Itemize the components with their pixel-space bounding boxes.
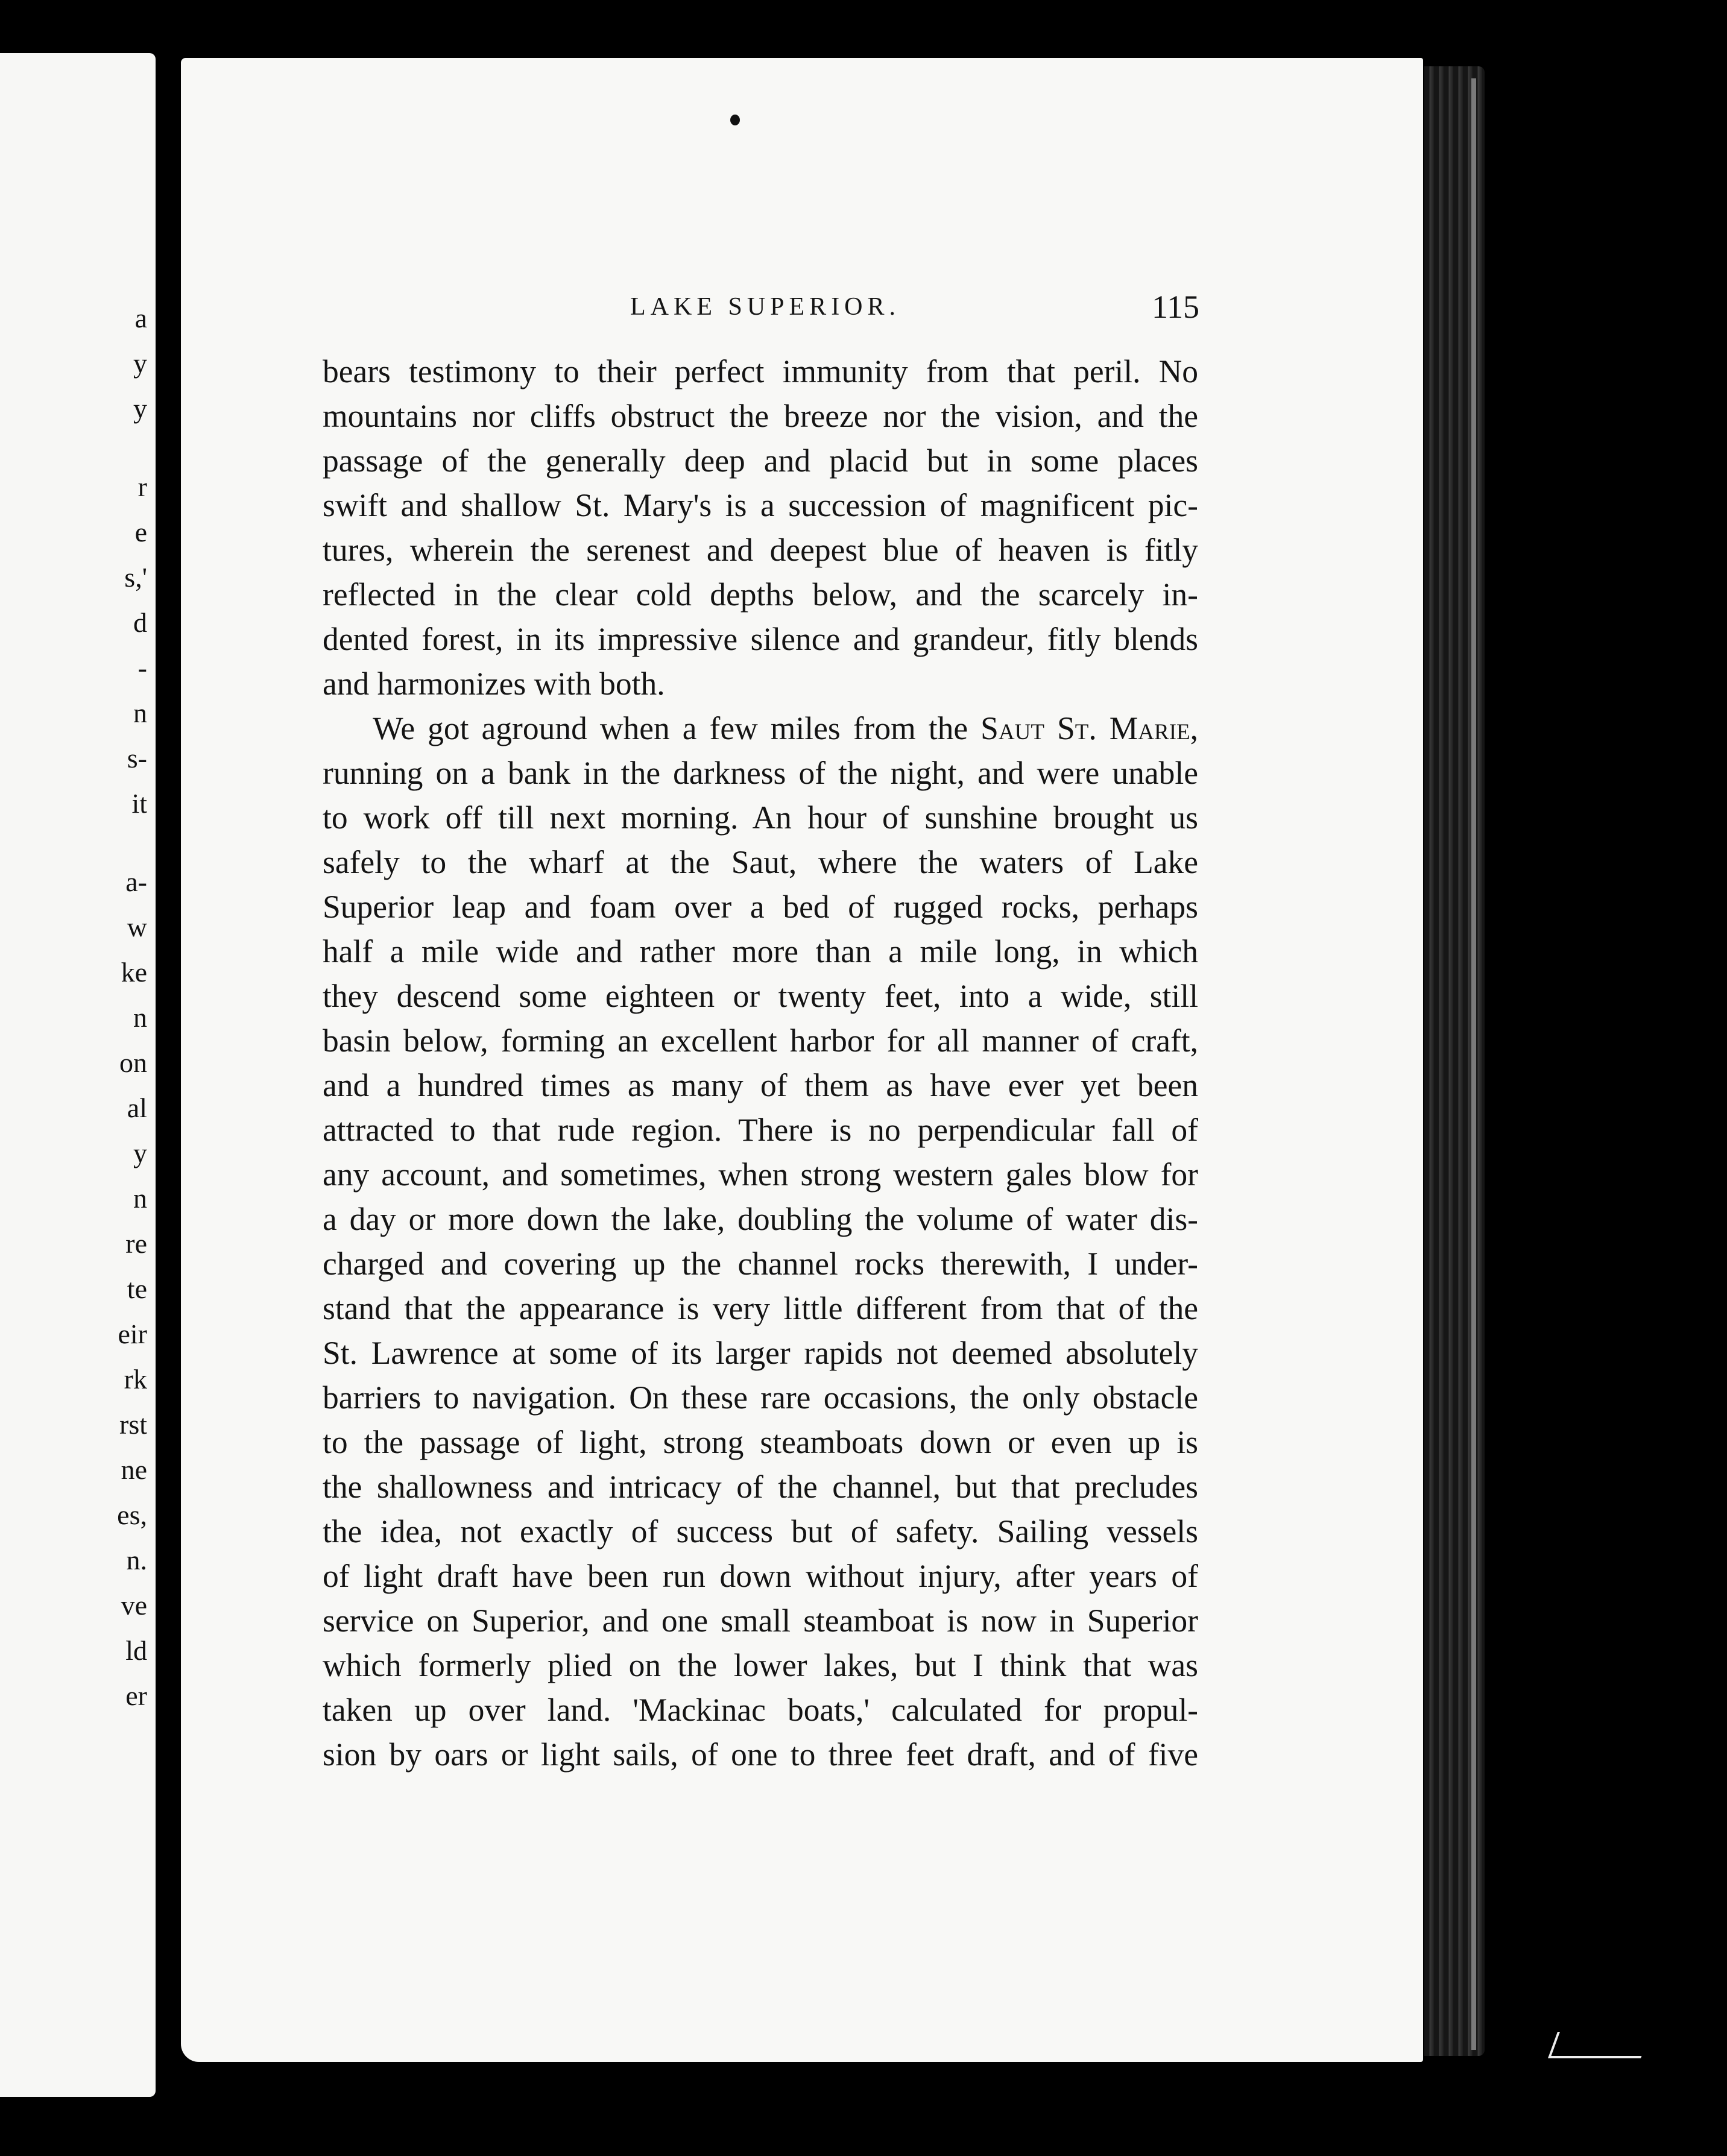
text-line: basin below, forming an excellent harbor for all manner of craft, — [323, 1023, 1198, 1059]
facing-page-fragment: it — [131, 788, 147, 819]
text-line-start: We got aground when a few miles from the — [323, 710, 981, 746]
facing-page-fragment: d — [133, 607, 147, 638]
text-line: they descend some eighteen or twenty feet, into a wide, still — [323, 978, 1198, 1014]
facing-page-fragment: - — [137, 652, 147, 683]
facing-page-sliver — [0, 53, 156, 2097]
page-corner-curl — [1548, 2032, 1650, 2058]
facing-page-fragment: n — [133, 1183, 147, 1214]
text-line: a day or more down the lake, doubling the volume of water dis- — [323, 1201, 1198, 1237]
text-line: charged and covering up the channel rocks therewith, I under- — [323, 1246, 1198, 1282]
text-line: taken up over land. 'Mackinac boats,' calculated for propul- — [323, 1692, 1198, 1728]
facing-page-fragment: eir — [118, 1319, 147, 1349]
text-line: the idea, not exactly of success but of safety. Sailing vessels — [323, 1513, 1198, 1549]
facing-page-fragment: es, — [117, 1499, 147, 1530]
text-line: reflected in the clear cold depths below, and the scarcely in- — [323, 576, 1198, 613]
text-line: sion by oars or light sails, of one to three feet draft, and of five — [323, 1736, 1198, 1773]
facing-page-fragment: ne — [121, 1454, 147, 1485]
facing-page-fragment: n. — [126, 1545, 147, 1575]
facing-page-fragment: a — [134, 303, 147, 333]
text-line: and harmonizes with both. — [323, 666, 665, 702]
facing-page-fragment: n — [133, 698, 147, 728]
text-line: tures, wherein the serenest and deepest blue of heaven is fitly — [323, 532, 1198, 568]
facing-page-fragment: w — [127, 912, 147, 942]
facing-page-fragment: er — [125, 1680, 147, 1711]
text-line: dented forest, in its impressive silence and grandeur, fitly blends — [323, 621, 1198, 657]
text-line: Superior leap and foam over a bed of rugged rocks, perhaps — [323, 889, 1198, 925]
text-line: of light draft have been run down without injury, after years of — [323, 1558, 1198, 1594]
text-line: mountains nor cliffs obstruct the breeze nor the vision, and the — [323, 398, 1198, 434]
facing-page-fragment: rk — [124, 1364, 147, 1395]
facing-page-fragment: y — [133, 348, 147, 379]
page-edge-highlight — [1471, 78, 1476, 2050]
running-head: LAKE SUPERIOR. — [630, 293, 901, 321]
text-line: any account, and sometimes, when strong western gales blow for — [323, 1156, 1198, 1193]
text-line: St. Lawrence at some of its larger rapids not deemed absolutely — [323, 1335, 1198, 1371]
text-line: running on a bank in the darkness of the night, and were unable — [323, 755, 1198, 791]
text-line: barriers to navigation. On these rare occasions, the only obstacle — [323, 1379, 1198, 1416]
facing-page-fragment: a- — [125, 866, 147, 897]
text-line: and a hundred times as many of them as have ever yet been — [323, 1067, 1198, 1103]
facing-page-fragment: al — [127, 1092, 147, 1123]
ink-dot — [730, 115, 740, 125]
facing-page-fragment: on — [119, 1047, 147, 1078]
text-line: passage of the generally deep and placid but in some places — [323, 443, 1198, 479]
facing-page-fragment: n — [133, 1002, 147, 1033]
page-number: 115 — [1152, 289, 1199, 325]
facing-page-fragment: rst — [119, 1409, 147, 1440]
text-line: bears testimony to their perfect immunity from that peril. No — [323, 353, 1198, 389]
text-line: service on Superior, and one small steamboat is now in Superior — [323, 1603, 1198, 1639]
facing-page-fragment: re — [125, 1228, 147, 1259]
text-line — [323, 710, 1198, 747]
facing-page-fragment: ve — [121, 1590, 147, 1621]
facing-page-fragment: s- — [127, 743, 147, 774]
text-line: which formerly plied on the lower lakes, but I think that was — [323, 1647, 1198, 1683]
facing-page-fragment: s,' — [124, 562, 147, 593]
facing-page-fragment: te — [127, 1273, 147, 1304]
place-name-small-caps: Saut St. Marie, — [980, 710, 1198, 746]
facing-page-fragment: e — [134, 517, 147, 547]
facing-page-fragment: ke — [121, 957, 147, 988]
text-line: half a mile wide and rather more than a mile long, in which — [323, 933, 1198, 969]
text-line: to work off till next morning. An hour of sunshine brought us — [323, 799, 1198, 836]
text-line: swift and shallow St. Mary's is a succession of magnificent pic- — [323, 487, 1198, 523]
text-line: to the passage of light, strong steamboats down or even up is — [323, 1424, 1198, 1460]
facing-page-fragment: y — [133, 1138, 147, 1168]
facing-page-fragment: r — [137, 471, 147, 502]
text-line: stand that the appearance is very little different from that of the — [323, 1290, 1198, 1326]
facing-page-fragment: ld — [125, 1635, 147, 1666]
facing-page-fragment: y — [133, 393, 147, 424]
text-line: safely to the wharf at the Saut, where the waters of Lake — [323, 844, 1198, 880]
text-line: attracted to that rude region. There is no perpendicular fall of — [323, 1112, 1198, 1148]
text-line: the shallowness and intricacy of the channel, but that precludes — [323, 1469, 1198, 1505]
